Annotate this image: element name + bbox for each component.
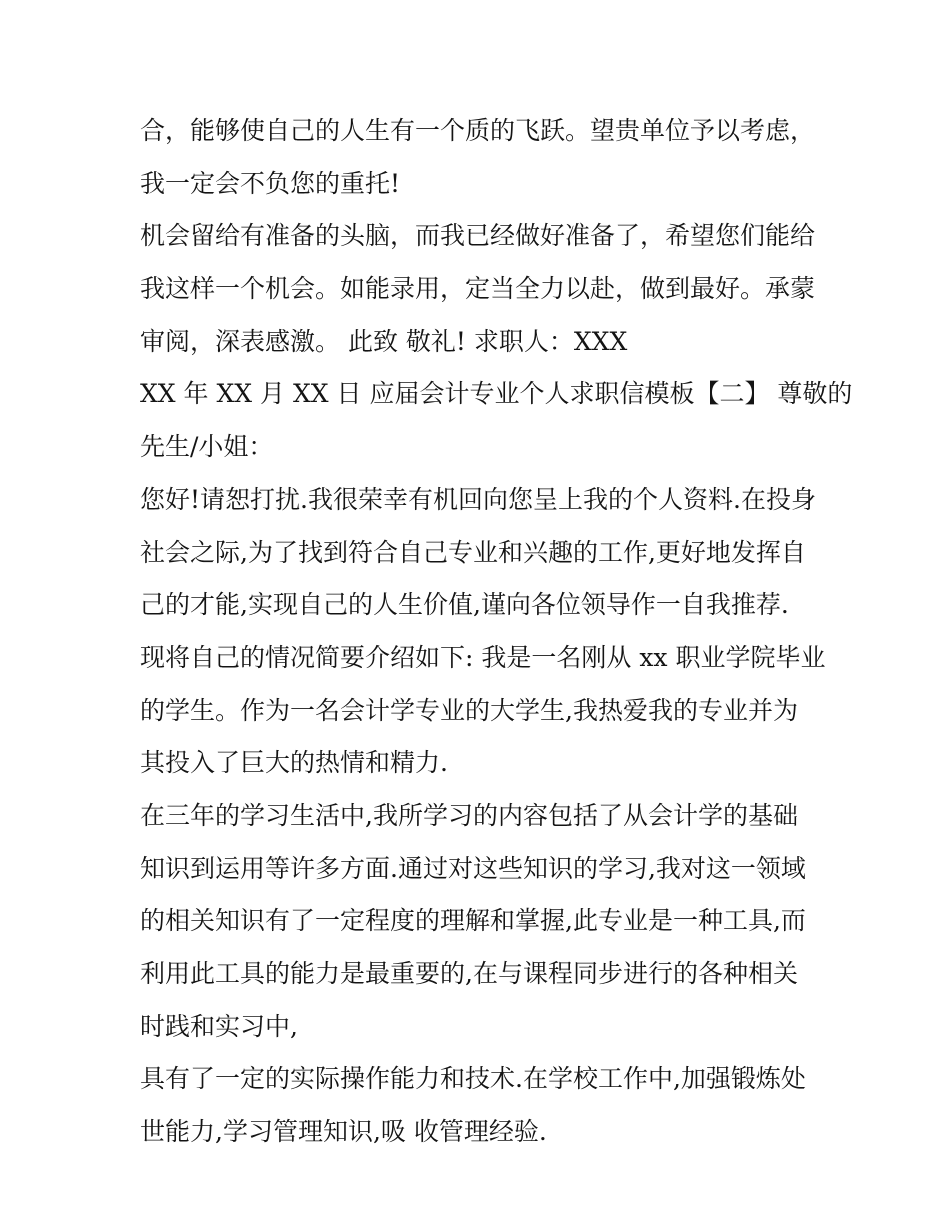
text-line-2: 我一定会不负您的重托! xyxy=(140,168,401,198)
letter-body xyxy=(140,105,853,1159)
text-line-18: 时践和实习中, xyxy=(140,1011,298,1041)
text-line-20: 世能力,学习管理知识,吸 收管理经验. xyxy=(140,1117,547,1147)
text-line-1: 合，能够使自己的人生有一个质的飞跃。望贵单位予以考虑， xyxy=(140,116,816,145)
text-line-10: 己的才能,实现自己的人生价值,谨向各位领导作一自我推荐. xyxy=(140,590,789,620)
text-line-4: 我这样一个机会。如能录用，定当全力以赴，做到最好。承蒙 xyxy=(140,274,816,304)
text-line-8: 您好!请恕打扰.我很荣幸有机回向您呈上我的个人资料.在投身 xyxy=(140,484,816,514)
text-line-9: 社会之际,为了找到符合自己专业和兴趣的工作,更好地发挥自 xyxy=(140,537,806,567)
text-line-11: 现将自己的情况简要介绍如下: 我是一名刚从 xx 职业学院毕业 xyxy=(140,642,826,672)
text-line-12: 的学生。作为一名会计学专业的大学生,我热爱我的专业并为 xyxy=(140,695,798,725)
text-line-19: 具有了一定的实际操作能力和技术.在学校工作中,加强锻炼处 xyxy=(140,1064,806,1094)
text-line-16: 的相关知识有了一定程度的理解和掌握,此专业是一种工具,而 xyxy=(140,906,806,936)
text-line-6: XX 年 XX 月 XX 日 应届会计专业个人求职信模板【二】 尊敬的 xyxy=(140,379,853,409)
text-line-7: 先生/小姐： xyxy=(140,432,274,462)
text-line-13: 其投入了巨大的热情和精力. xyxy=(140,748,448,778)
text-line-14: 在三年的学习生活中,我所学习的内容包括了从会计学的基础 xyxy=(140,800,798,830)
text-line-17: 利用此工具的能力是最重要的,在与课程同步进行的各种相关 xyxy=(140,959,798,988)
text-line-3: 机会留给有准备的头脑，而我已经做好准备了，希望您们能给 xyxy=(140,221,816,251)
text-line-5: 审阅，深表感激。 此致 敬礼! 求职人：XXX xyxy=(140,326,628,356)
text-line-15: 知识到运用等许多方面.通过对这些知识的学习,我对这一领域 xyxy=(140,853,806,883)
